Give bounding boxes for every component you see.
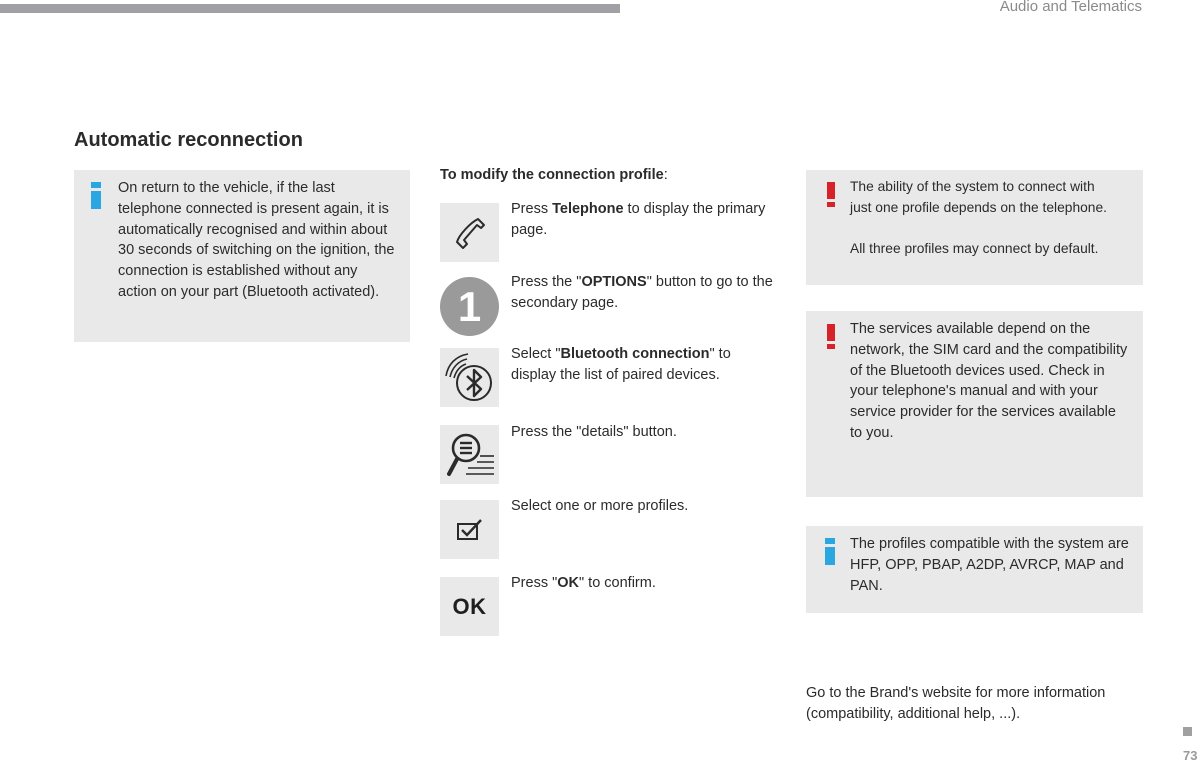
info-box-text: On return to the vehicle, if the last telephone connected is present again, it is automatically recognised and within about 30 seconds of switching on the ignition, the connection is established without any action on your part (Bluetooth activated). — [118, 180, 395, 300]
end-of-section-marker — [1183, 727, 1192, 736]
warning-1-text-2: All three profiles may connect by default. — [850, 241, 1099, 256]
info-box-reconnection — [74, 170, 410, 342]
details-icon — [440, 425, 499, 484]
info-box-profiles — [806, 526, 1143, 613]
section-title: Audio and Telematics — [999, 0, 1142, 15]
procedure-intro-suffix: : — [663, 167, 668, 183]
page-heading: Automatic reconnection — [74, 129, 303, 151]
warning-box-services — [806, 311, 1143, 497]
info-2-text: The profiles compatible with the system are HFP, OPP, PBAP, A2DP, AVRCP, MAP and PAN. — [850, 536, 1129, 594]
brand-website-note: Go to the Brand's website for more information (compatibility, additional help, ...). — [806, 685, 1106, 722]
warning-box-profile — [806, 170, 1143, 285]
step-bluetooth: Select "Bluetooth connection" to display the list of paired devices. — [511, 346, 731, 383]
bluetooth-icon — [440, 348, 499, 407]
warning-1-text: The ability of the system to connect with just one profile depends on the telephone. — [850, 179, 1107, 215]
step-details: Press the "details" button. — [511, 424, 677, 440]
warning-2-text: The services available depend on the network, the SIM card and the compatibility of the Bluetooth devices used. Check in your telephone's manual and with your service provider for the services available to you. — [850, 321, 1128, 441]
ok-icon — [440, 577, 499, 636]
step-telephone: Press Telephone to display the primary page. — [511, 201, 766, 238]
checkbox-icon — [440, 500, 499, 559]
procedure-intro-label: To modify the connection profile — [440, 167, 664, 183]
procedure-intro — [440, 167, 668, 183]
ok-icon-label: OK — [452, 593, 487, 619]
step-select-profiles: Select one or more profiles. — [511, 498, 689, 514]
header-bar — [0, 4, 620, 13]
page-number: 73 — [1183, 748, 1198, 763]
step-options: Press the "OPTIONS" button to go to the secondary page. — [511, 274, 773, 311]
step-number-badge: 1 — [440, 277, 499, 336]
step-ok: Press "OK" to confirm. — [511, 575, 656, 591]
telephone-icon — [440, 203, 499, 262]
